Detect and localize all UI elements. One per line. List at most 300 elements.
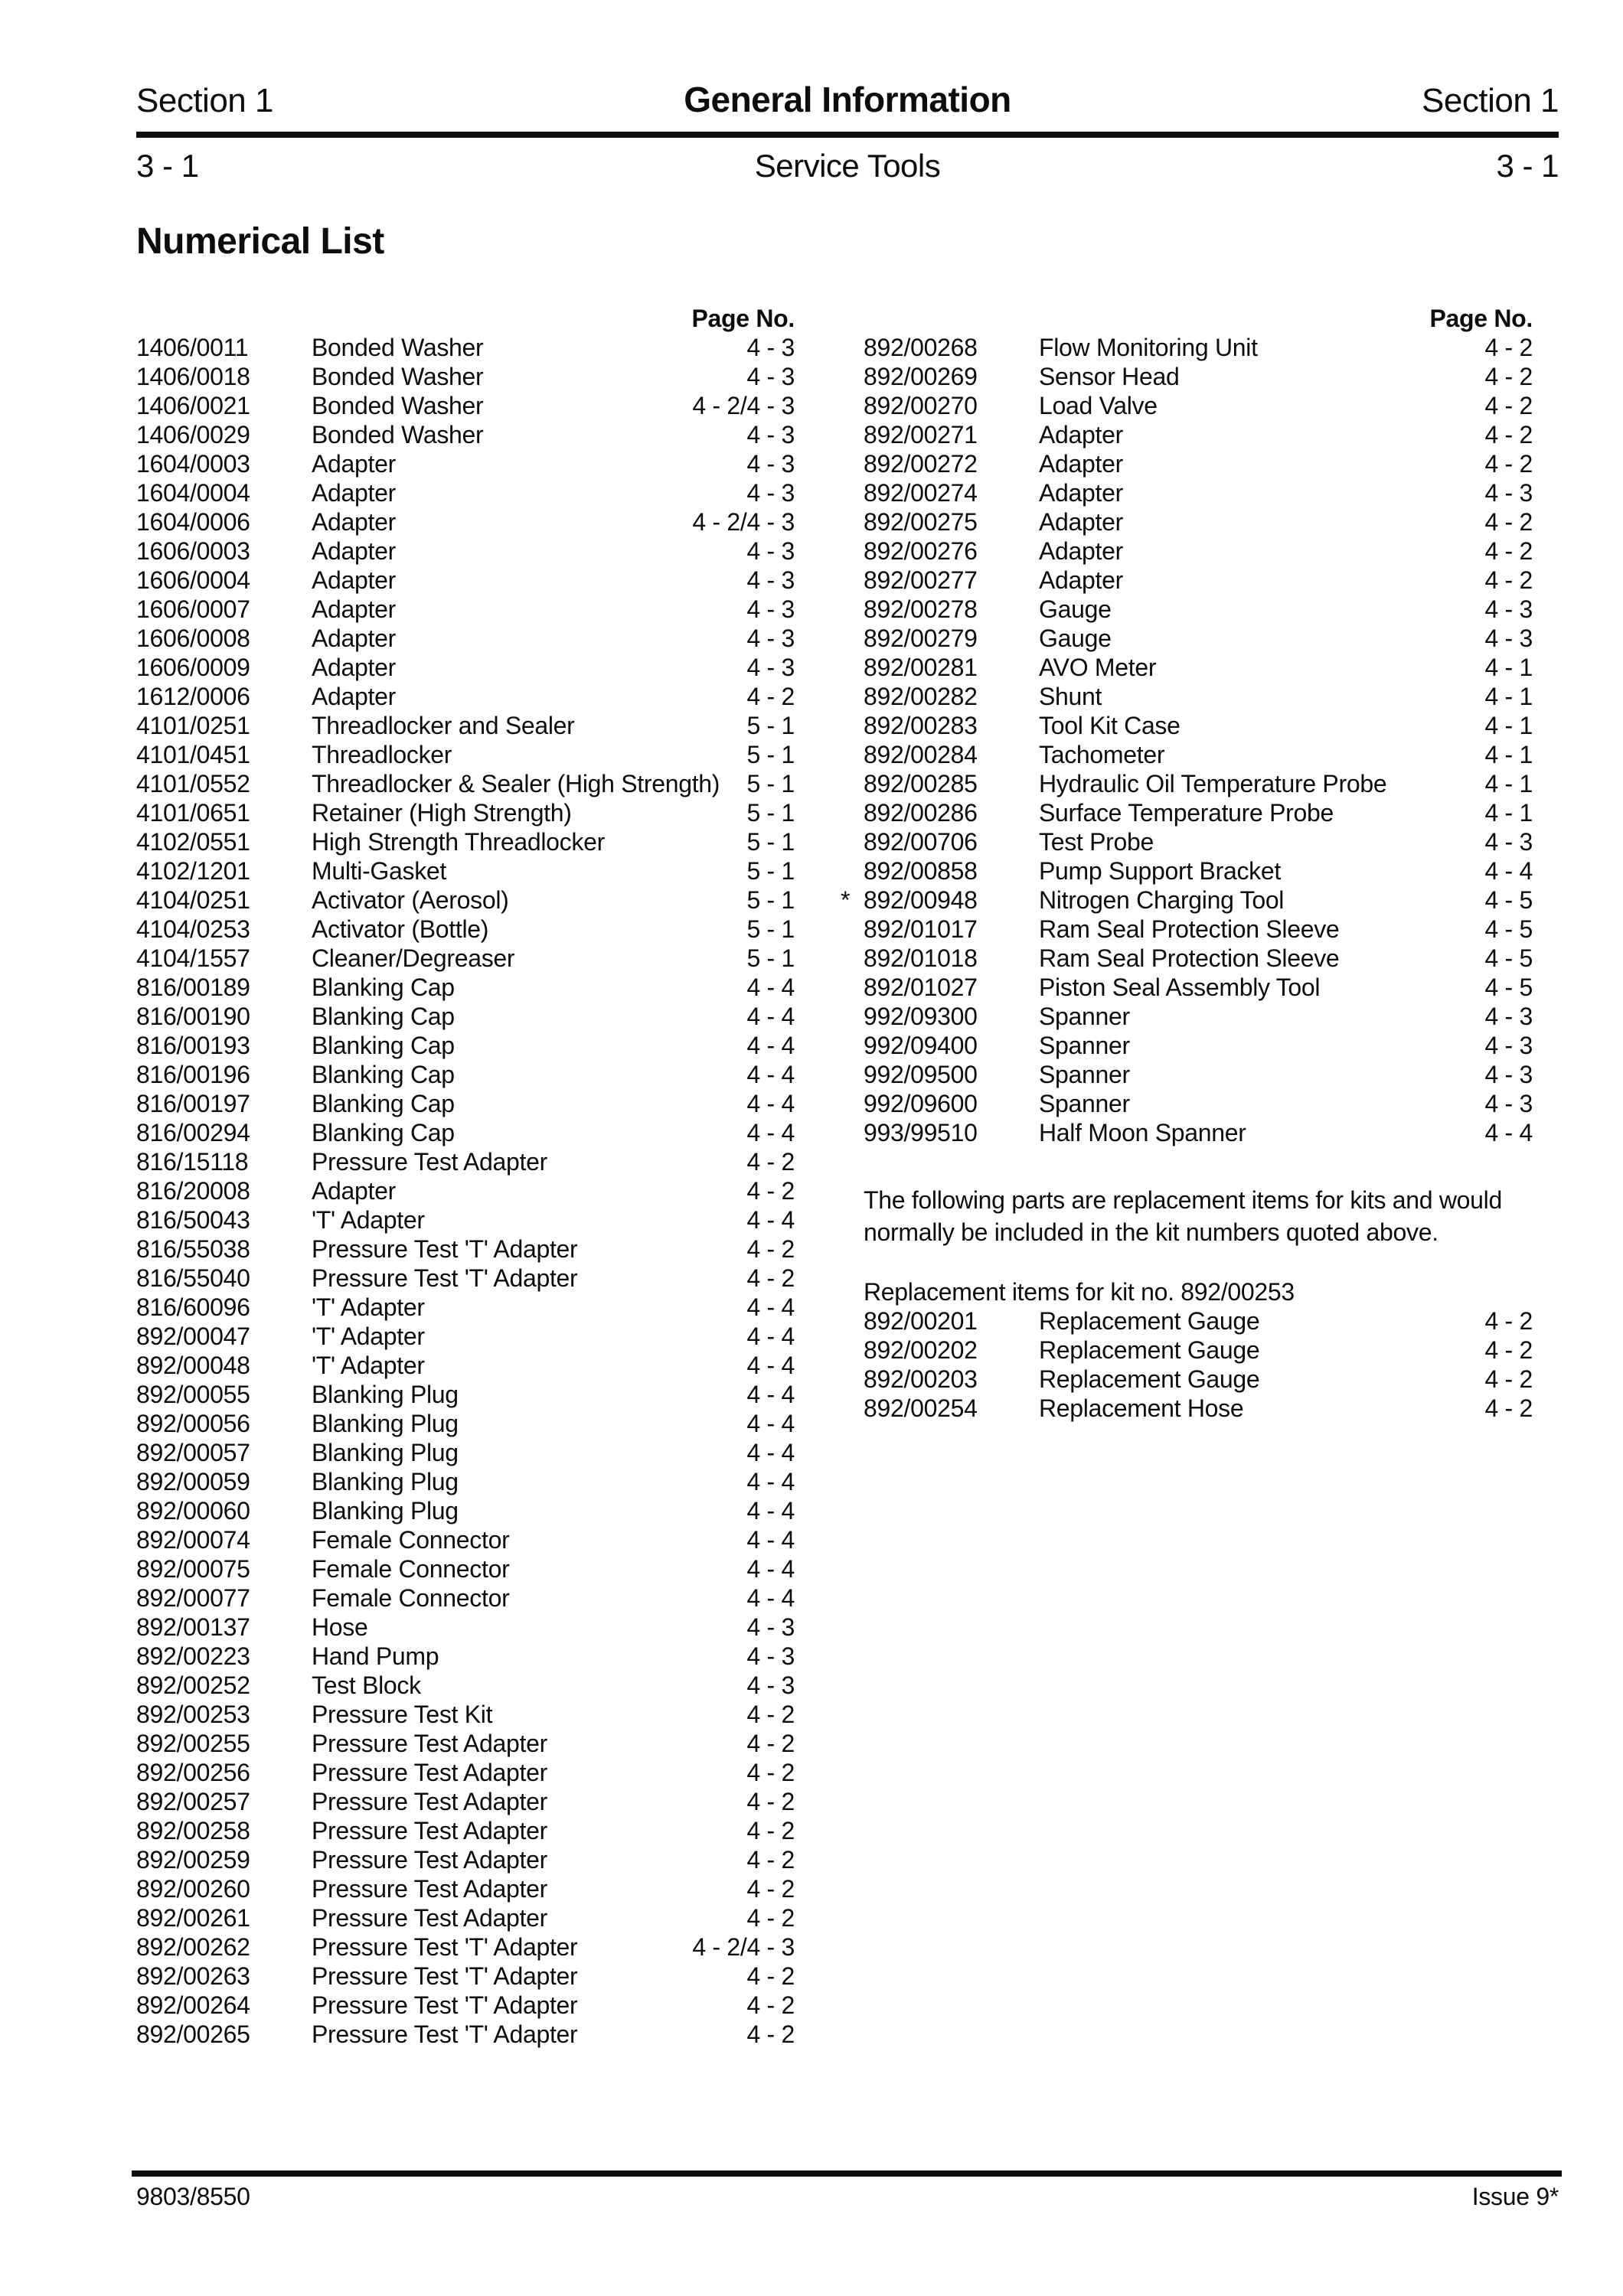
part-description: Adapter — [312, 1177, 396, 1205]
part-description: Gauge — [1039, 595, 1112, 623]
issue-number: Issue 9* — [1471, 2183, 1559, 2210]
part-number: 892/00271 — [864, 421, 978, 448]
footer-rule — [132, 2170, 1562, 2177]
table-row — [864, 333, 1533, 362]
part-description: Pressure Test Adapter — [312, 1846, 547, 1874]
part-number: 4104/1557 — [136, 944, 250, 972]
table-row — [136, 1467, 795, 1496]
table-row — [136, 944, 795, 973]
part-description: Pressure Test 'T' Adapter — [312, 1991, 578, 2019]
page-reference: 4 - 2 — [1484, 1365, 1533, 1393]
table-row — [864, 740, 1533, 769]
table-row — [864, 391, 1533, 420]
part-description: Bonded Washer — [312, 421, 484, 448]
page-reference: 4 - 2 — [746, 1235, 795, 1263]
page-reference: 4 - 2 — [746, 1875, 795, 1903]
part-description: Pressure Test 'T' Adapter — [312, 1235, 578, 1263]
part-description: Adapter — [1039, 566, 1123, 594]
part-number: 1612/0006 — [136, 683, 250, 710]
part-number: 4101/0552 — [136, 770, 250, 797]
part-number: 892/00277 — [864, 566, 978, 594]
page-number-right: 3 - 1 — [1496, 148, 1559, 184]
table-row — [136, 1962, 795, 1991]
part-description: Test Block — [312, 1671, 421, 1699]
page-reference: 4 - 4 — [746, 1584, 795, 1612]
part-number: 1606/0004 — [136, 566, 250, 594]
part-number: 816/00193 — [136, 1032, 250, 1059]
part-number: 892/00285 — [864, 770, 978, 797]
page-reference: 4 - 4 — [746, 1119, 795, 1146]
table-row — [136, 2020, 795, 2049]
table-row — [136, 1816, 795, 1845]
table-row — [136, 1642, 795, 1671]
part-number: 892/00262 — [136, 1933, 250, 1961]
part-description: Activator (Aerosol) — [312, 886, 509, 914]
page-reference: 4 - 2 — [746, 1177, 795, 1205]
page-reference: 4 - 2 — [1484, 421, 1533, 448]
page-reference: 4 - 4 — [746, 1381, 795, 1408]
page-reference: 4 - 4 — [746, 1322, 795, 1350]
part-description: Blanking Plug — [312, 1439, 459, 1466]
part-description: Threadlocker and Sealer — [312, 712, 575, 739]
part-number: 892/00253 — [136, 1701, 250, 1728]
page-reference: 4 - 2 — [746, 1701, 795, 1728]
page-reference: 5 - 1 — [746, 770, 795, 797]
part-number: 1406/0029 — [136, 421, 250, 448]
part-description: Pressure Test Adapter — [312, 1788, 547, 1815]
page-reference: 4 - 3 — [746, 654, 795, 681]
table-row — [136, 624, 795, 653]
part-number: 4102/1201 — [136, 857, 250, 885]
part-number: 1606/0007 — [136, 595, 250, 623]
table-row — [136, 478, 795, 507]
part-number: 892/00137 — [136, 1613, 250, 1641]
table-row — [136, 1089, 795, 1118]
table-row — [136, 449, 795, 478]
table-row — [864, 769, 1533, 798]
part-description: Nitrogen Charging Tool — [1039, 886, 1285, 914]
part-number: 816/00196 — [136, 1061, 250, 1088]
part-number: 892/00074 — [136, 1526, 250, 1554]
part-description: Bonded Washer — [312, 334, 484, 361]
part-number: 892/00257 — [136, 1788, 250, 1815]
page-reference: 4 - 1 — [1484, 770, 1533, 797]
table-row — [136, 1409, 795, 1438]
table-row — [136, 682, 795, 711]
page-reference: 5 - 1 — [746, 915, 795, 943]
table-row — [136, 420, 795, 449]
part-description: Adapter — [312, 450, 396, 478]
part-description: Multi-Gasket — [312, 857, 446, 885]
page-reference: 4 - 2 — [1484, 566, 1533, 594]
table-row — [136, 1496, 795, 1525]
page-reference: 4 - 1 — [1484, 654, 1533, 681]
page-reference: 4 - 3 — [746, 421, 795, 448]
header-title: General Information — [684, 80, 1011, 119]
table-row — [864, 1002, 1533, 1031]
page-reference: 4 - 1 — [1484, 712, 1533, 739]
part-number: 892/00047 — [136, 1322, 250, 1350]
part-number: 892/00077 — [136, 1584, 250, 1612]
table-row — [864, 1365, 1533, 1394]
part-description: 'T' Adapter — [312, 1322, 425, 1350]
part-description: Cleaner/Degreaser — [312, 944, 515, 972]
part-number: 892/00284 — [864, 741, 978, 768]
page-reference: 4 - 2 — [746, 1759, 795, 1786]
page-reference: 5 - 1 — [746, 886, 795, 914]
table-row — [136, 1700, 795, 1729]
table-row — [136, 566, 795, 595]
table-row — [864, 566, 1533, 595]
part-description: Blanking Cap — [312, 974, 455, 1001]
part-number: 816/00189 — [136, 974, 250, 1001]
table-row — [136, 1118, 795, 1147]
table-row — [136, 1234, 795, 1264]
page-no-header: Page No. — [1429, 305, 1533, 332]
part-number: 992/09500 — [864, 1061, 978, 1088]
page-reference: 4 - 4 — [746, 1032, 795, 1059]
page-reference: 4 - 2 — [746, 1962, 795, 1990]
part-number: 892/00260 — [136, 1875, 250, 1903]
table-row — [136, 1903, 795, 1932]
table-row — [136, 1991, 795, 2020]
part-number: 892/00283 — [864, 712, 978, 739]
page-no-header: Page No. — [691, 305, 795, 332]
part-number: 816/00294 — [136, 1119, 250, 1146]
part-number: 816/00190 — [136, 1003, 250, 1030]
part-description: Pressure Test Kit — [312, 1701, 493, 1728]
page-reference: 4 - 5 — [1484, 915, 1533, 943]
table-row — [864, 1394, 1533, 1423]
part-description: Pressure Test Adapter — [312, 1730, 547, 1757]
page-reference: 5 - 1 — [746, 712, 795, 739]
page-reference: 4 - 2/4 - 3 — [692, 392, 795, 419]
part-number: 892/00056 — [136, 1410, 250, 1437]
page-reference: 4 - 2 — [746, 1991, 795, 2019]
part-description: 'T' Adapter — [312, 1206, 425, 1234]
table-row — [136, 1351, 795, 1380]
table-row — [136, 798, 795, 827]
part-number: 892/00279 — [864, 625, 978, 652]
table-row — [136, 362, 795, 391]
part-description: Ram Seal Protection Sleeve — [1039, 944, 1340, 972]
table-row — [864, 682, 1533, 711]
table-row — [136, 536, 795, 566]
part-number: 892/00264 — [136, 1991, 250, 2019]
table-row — [136, 595, 795, 624]
page-reference: 4 - 4 — [746, 1526, 795, 1554]
part-description: Spanner — [1039, 1032, 1130, 1059]
table-row — [864, 1118, 1533, 1147]
table-row — [864, 856, 1533, 885]
page-reference: 4 - 3 — [746, 1642, 795, 1670]
page-reference: 4 - 4 — [746, 1497, 795, 1525]
part-number: 816/20008 — [136, 1177, 250, 1205]
page-reference: 4 - 3 — [1484, 1090, 1533, 1117]
table-row — [864, 362, 1533, 391]
part-number: 892/00706 — [864, 828, 978, 856]
page-reference: 4 - 4 — [746, 974, 795, 1001]
table-row — [136, 1613, 795, 1642]
part-number: 892/00252 — [136, 1671, 250, 1699]
kit-rows — [864, 1306, 1533, 1423]
table-row — [136, 1874, 795, 1903]
part-description: Retainer (High Strength) — [312, 799, 572, 827]
part-description: Female Connector — [312, 1526, 510, 1554]
page-reference: 4 - 2 — [746, 2020, 795, 2048]
page-reference: 4 - 2 — [1484, 392, 1533, 419]
part-description: Pressure Test Adapter — [312, 1904, 547, 1932]
table-row — [136, 1176, 795, 1205]
part-number: 892/00276 — [864, 537, 978, 565]
table-row — [136, 653, 795, 682]
table-row — [864, 798, 1533, 827]
part-description: 'T' Adapter — [312, 1293, 425, 1321]
part-number: 992/09400 — [864, 1032, 978, 1059]
part-number: 892/00201 — [864, 1307, 978, 1335]
part-number: 816/60096 — [136, 1293, 250, 1321]
table-row — [136, 391, 795, 420]
part-number: 1606/0003 — [136, 537, 250, 565]
table-row — [136, 827, 795, 856]
page-reference: 4 - 3 — [746, 334, 795, 361]
page-reference: 4 - 3 — [1484, 828, 1533, 856]
table-row — [136, 333, 795, 362]
table-row — [864, 624, 1533, 653]
page-reference: 4 - 2 — [746, 1788, 795, 1815]
page-reference: 4 - 4 — [746, 1293, 795, 1321]
part-number: 4104/0251 — [136, 886, 250, 914]
page-reference: 4 - 2 — [746, 683, 795, 710]
page-reference: 4 - 2 — [1484, 1394, 1533, 1422]
part-description: Pressure Test Adapter — [312, 1759, 547, 1786]
part-number: 892/00255 — [136, 1730, 250, 1757]
page-reference: 4 - 3 — [746, 479, 795, 507]
table-row — [864, 827, 1533, 856]
page-reference: 4 - 1 — [1484, 799, 1533, 827]
part-number: 892/01017 — [864, 915, 978, 943]
part-description: Adapter — [312, 625, 396, 652]
table-row — [864, 711, 1533, 740]
table-row — [864, 536, 1533, 566]
page-reference: 4 - 3 — [1484, 479, 1533, 507]
part-description: Pressure Test 'T' Adapter — [312, 1264, 578, 1292]
part-description: Pressure Test 'T' Adapter — [312, 2020, 578, 2048]
part-number: 892/00272 — [864, 450, 978, 478]
page-reference: 4 - 3 — [746, 566, 795, 594]
part-number: 892/00254 — [864, 1394, 978, 1422]
part-description: Blanking Cap — [312, 1090, 455, 1117]
page-reference: 4 - 2 — [1484, 1336, 1533, 1364]
table-row — [136, 973, 795, 1002]
part-number: 1606/0009 — [136, 654, 250, 681]
part-number: 992/09600 — [864, 1090, 978, 1117]
page-reference: 5 - 1 — [746, 857, 795, 885]
part-description: Threadlocker & Sealer (High Strength) — [312, 770, 720, 797]
table-row — [864, 449, 1533, 478]
table-row — [864, 1060, 1533, 1089]
numerical-list-right-column — [841, 304, 1533, 1423]
part-number: 4101/0451 — [136, 741, 250, 768]
part-description: Pressure Test 'T' Adapter — [312, 1962, 578, 1990]
table-row — [136, 1525, 795, 1554]
page-reference: 4 - 2/4 - 3 — [692, 1933, 795, 1961]
page-reference: 4 - 4 — [746, 1410, 795, 1437]
page-no-header-row — [136, 304, 795, 333]
table-row — [136, 1438, 795, 1467]
table-row — [864, 944, 1533, 973]
table-row — [864, 420, 1533, 449]
part-number: 892/00265 — [136, 2020, 250, 2048]
page-reference: 5 - 1 — [746, 828, 795, 856]
part-number: 892/00286 — [864, 799, 978, 827]
page-reference: 4 - 3 — [1484, 1061, 1533, 1088]
replacement-note — [864, 1184, 1533, 1248]
part-description: Pressure Test Adapter — [312, 1875, 547, 1903]
part-description: Female Connector — [312, 1555, 510, 1583]
part-number: 892/00223 — [136, 1642, 250, 1670]
part-description: Pressure Test 'T' Adapter — [312, 1933, 578, 1961]
page-reference: 4 - 3 — [1484, 1003, 1533, 1030]
part-number: 892/00263 — [136, 1962, 250, 1990]
replacement-note-line: normally be included in the kit numbers quoted above. — [864, 1218, 1438, 1246]
part-number: 892/00256 — [136, 1759, 250, 1786]
page-footer — [136, 2181, 1559, 2212]
part-description: Adapter — [312, 479, 396, 507]
page-reference: 4 - 5 — [1484, 944, 1533, 972]
table-row — [136, 1787, 795, 1816]
table-row — [864, 507, 1533, 536]
part-description: Adapter — [1039, 508, 1123, 536]
page-reference: 4 - 2 — [746, 1730, 795, 1757]
part-description: Adapter — [1039, 537, 1123, 565]
part-description: Adapter — [1039, 450, 1123, 478]
table-row — [864, 1031, 1533, 1060]
table-row — [136, 711, 795, 740]
part-number: 892/00261 — [136, 1904, 250, 1932]
page-reference: 4 - 4 — [746, 1061, 795, 1088]
part-description: Replacement Gauge — [1039, 1336, 1260, 1364]
page-reference: 4 - 3 — [746, 595, 795, 623]
part-description: Tachometer — [1039, 741, 1165, 768]
part-description: Blanking Plug — [312, 1381, 459, 1408]
part-description: Spanner — [1039, 1061, 1130, 1088]
part-number: 1406/0018 — [136, 363, 250, 390]
part-description: Spanner — [1039, 1003, 1130, 1030]
table-row — [136, 1147, 795, 1176]
header-section-left: Section 1 — [136, 82, 273, 119]
table-row — [864, 915, 1533, 944]
part-description: AVO Meter — [1039, 654, 1157, 681]
part-number: 892/00278 — [864, 595, 978, 623]
table-row — [136, 1322, 795, 1351]
page-reference: 4 - 2 — [1484, 334, 1533, 361]
page-reference: 4 - 4 — [746, 1439, 795, 1466]
page-reference: 4 - 1 — [1484, 683, 1533, 710]
part-number: 892/00060 — [136, 1497, 250, 1525]
table-row — [136, 1758, 795, 1787]
page-no-header-row — [864, 304, 1533, 333]
part-description: Pressure Test Adapter — [312, 1148, 547, 1176]
table-row — [136, 1380, 795, 1409]
table-row — [136, 915, 795, 944]
page-reference: 5 - 1 — [746, 944, 795, 972]
page-reference: 4 - 2/4 - 3 — [692, 508, 795, 536]
left-rows — [136, 333, 795, 2049]
part-description: Hose — [312, 1613, 368, 1641]
part-description: Test Probe — [1039, 828, 1154, 856]
part-number: 892/00048 — [136, 1352, 250, 1379]
kit-heading: Replacement items for kit no. 892/00253 — [864, 1278, 1295, 1306]
page-reference: 4 - 2 — [746, 1817, 795, 1844]
page-reference: 4 - 2 — [746, 1904, 795, 1932]
part-description: Tool Kit Case — [1039, 712, 1181, 739]
part-number: 892/00203 — [864, 1365, 978, 1393]
table-row — [136, 769, 795, 798]
page-reference: 4 - 3 — [746, 450, 795, 478]
part-number: 892/01027 — [864, 974, 978, 1001]
publication-number: 9803/8550 — [136, 2183, 250, 2210]
chapter-title: Service Tools — [754, 148, 941, 184]
table-row — [136, 1293, 795, 1322]
part-description: Activator (Bottle) — [312, 915, 489, 943]
page-reference: 4 - 2 — [1484, 363, 1533, 390]
part-description: Pressure Test Adapter — [312, 1817, 547, 1844]
table-row — [136, 1932, 795, 1962]
part-description: Threadlocker — [312, 741, 452, 768]
part-number: 816/50043 — [136, 1206, 250, 1234]
part-number: 1606/0008 — [136, 625, 250, 652]
part-description: Gauge — [1039, 625, 1112, 652]
part-number: 892/00282 — [864, 683, 978, 710]
part-number: 892/00274 — [864, 479, 978, 507]
part-description: Hand Pump — [312, 1642, 439, 1670]
part-description: Adapter — [312, 683, 396, 710]
part-description: Load Valve — [1039, 392, 1158, 419]
table-row — [864, 478, 1533, 507]
table-row — [136, 1060, 795, 1089]
part-number: 1604/0006 — [136, 508, 250, 536]
table-row — [136, 1671, 795, 1700]
part-number: 892/00057 — [136, 1439, 250, 1466]
part-number: 1604/0004 — [136, 479, 250, 507]
part-description: Piston Seal Assembly Tool — [1039, 974, 1321, 1001]
part-number: 892/00858 — [864, 857, 978, 885]
page-reference: 4 - 4 — [746, 1206, 795, 1234]
page-subheader — [136, 147, 1559, 185]
table-row — [864, 1336, 1533, 1365]
part-number: 892/00055 — [136, 1381, 250, 1408]
part-number: 892/00268 — [864, 334, 978, 361]
part-description: Half Moon Spanner — [1039, 1119, 1246, 1146]
page-reference: 4 - 3 — [1484, 595, 1533, 623]
part-number: 1406/0021 — [136, 392, 250, 419]
part-number: 892/00275 — [864, 508, 978, 536]
page-reference: 5 - 1 — [746, 741, 795, 768]
page-reference: 4 - 2 — [1484, 450, 1533, 478]
page-reference: 4 - 4 — [746, 1352, 795, 1379]
part-description: Adapter — [1039, 421, 1123, 448]
part-description: 'T' Adapter — [312, 1352, 425, 1379]
page-reference: 4 - 2 — [1484, 508, 1533, 536]
part-description: Hydraulic Oil Temperature Probe — [1039, 770, 1387, 797]
part-number: 816/55038 — [136, 1235, 250, 1263]
table-row — [136, 1205, 795, 1234]
part-description: Adapter — [312, 595, 396, 623]
page-reference: 4 - 3 — [746, 1671, 795, 1699]
table-row — [864, 653, 1533, 682]
part-description: Adapter — [312, 654, 396, 681]
